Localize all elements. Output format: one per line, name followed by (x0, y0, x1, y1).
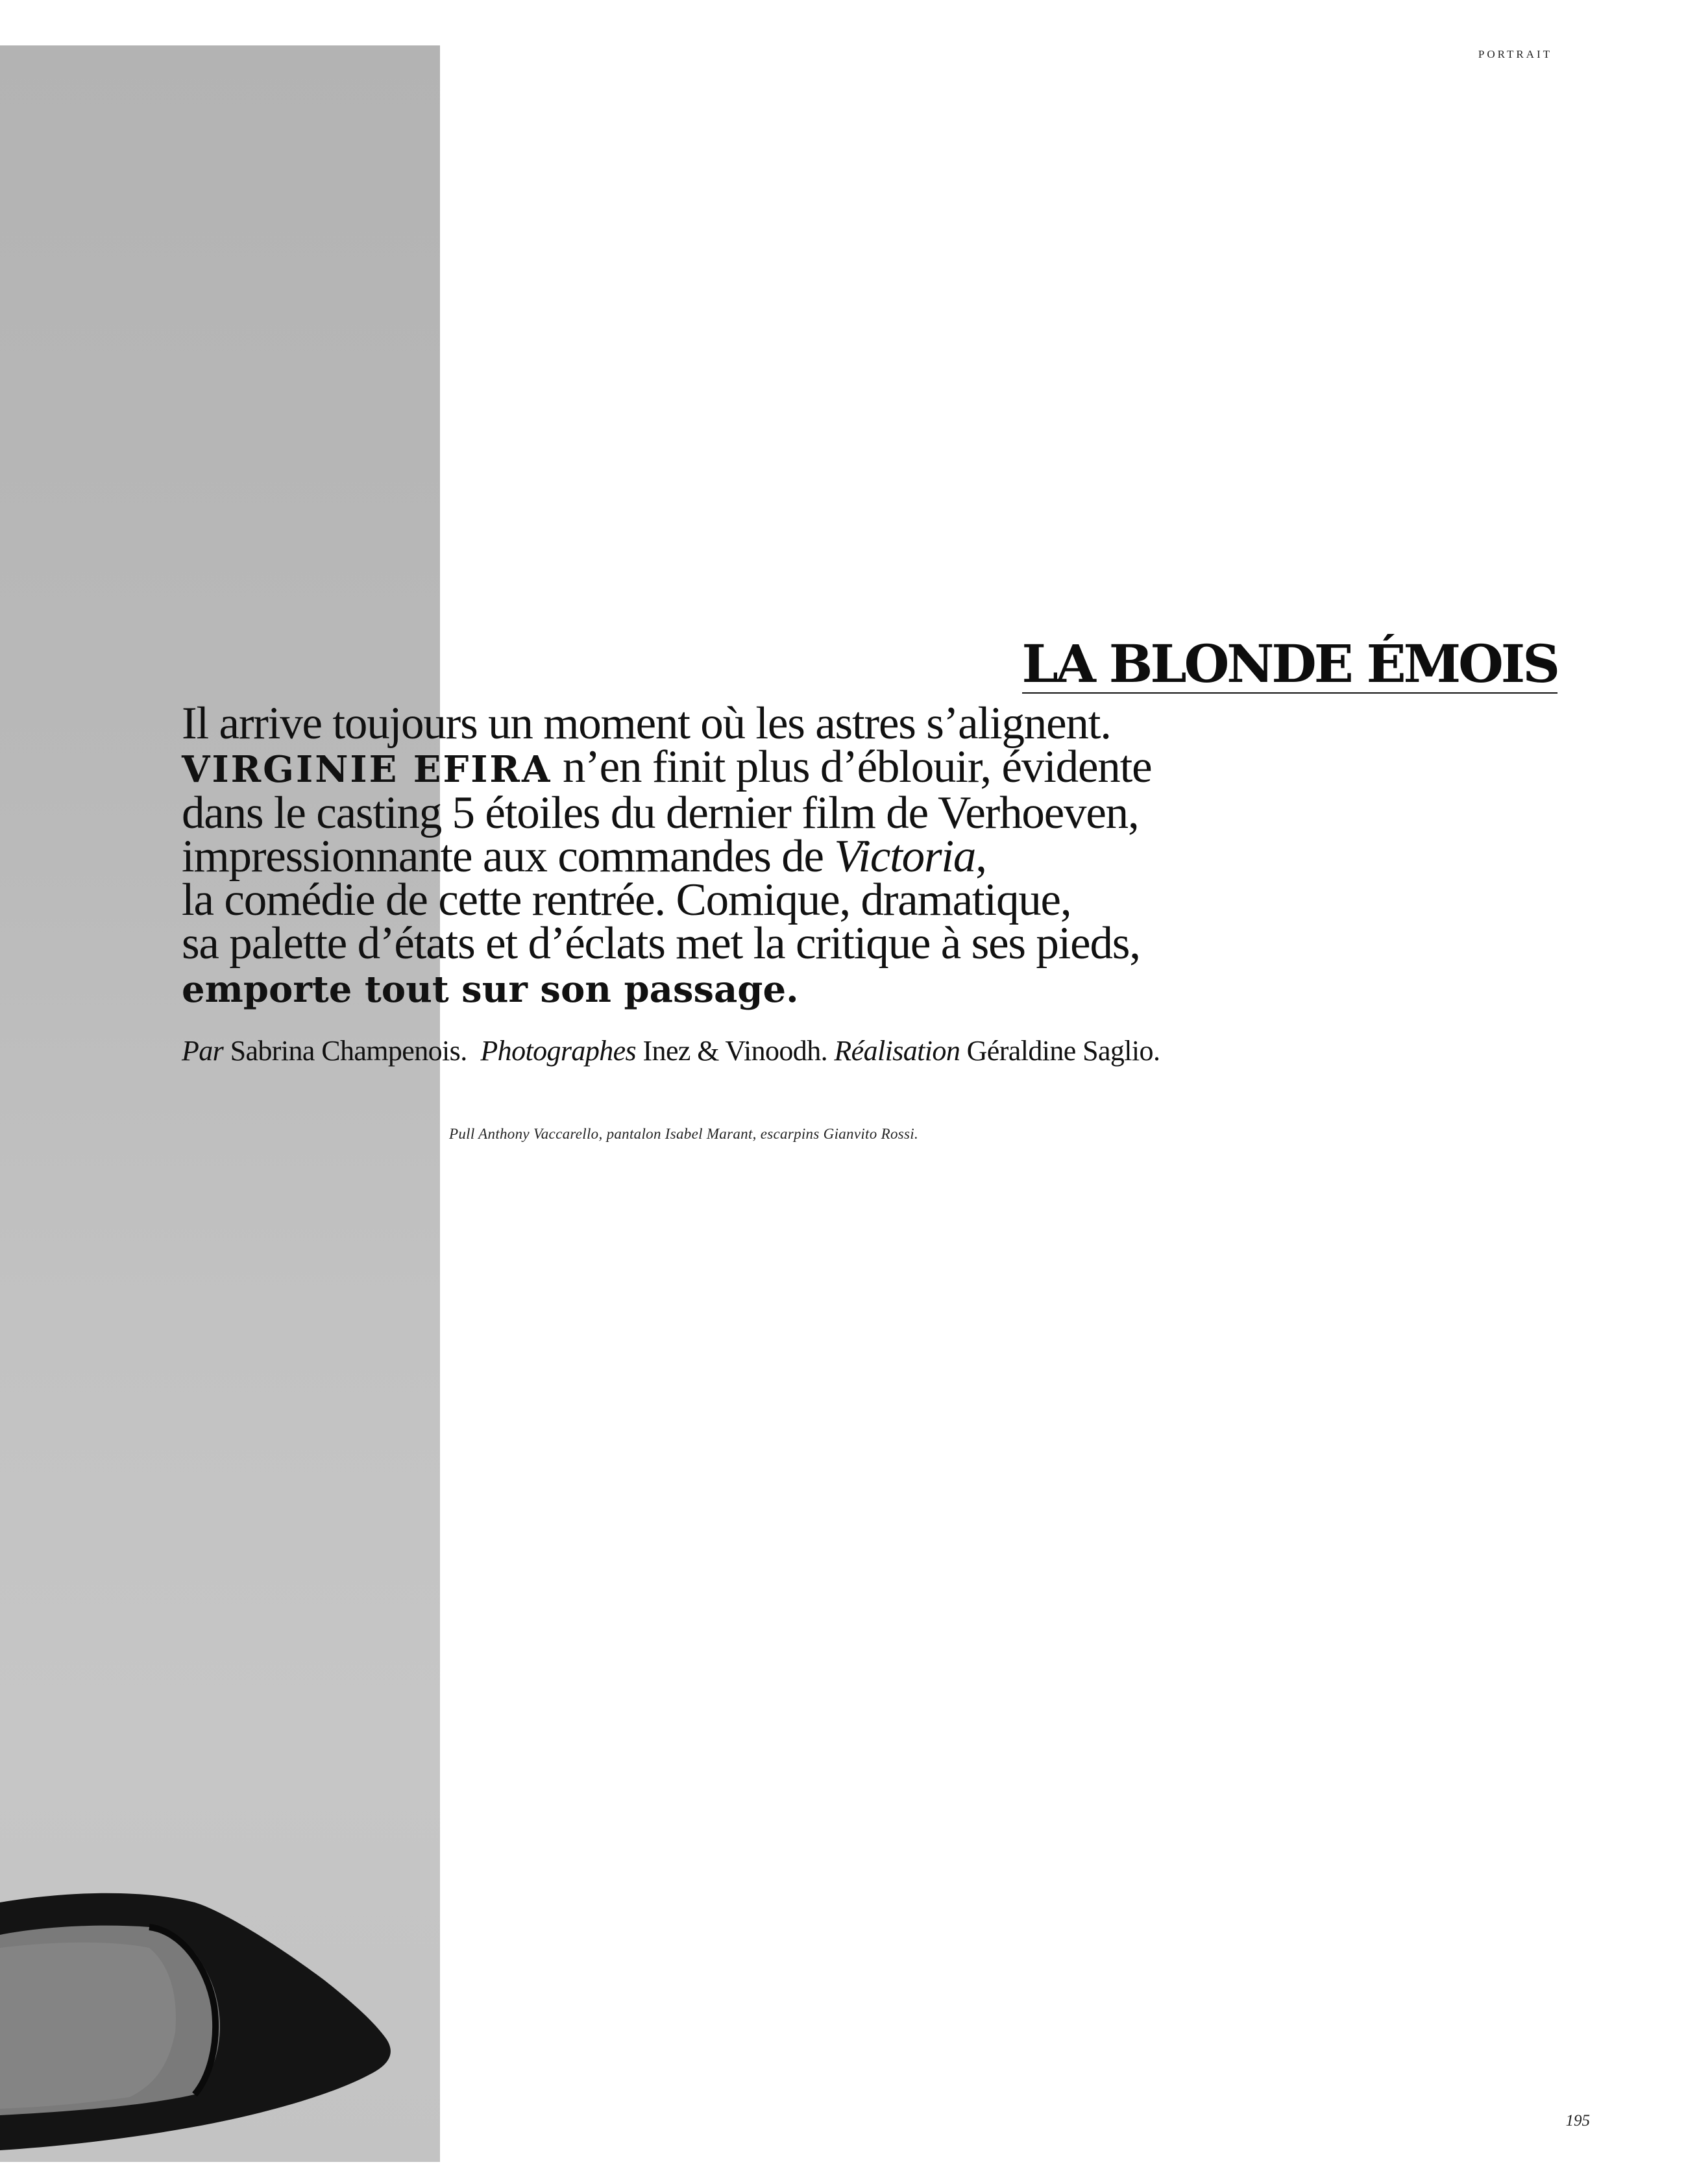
standfirst-line: dans le casting 5 étoiles du dernier film de Verhoeven, (182, 788, 1139, 838)
fashion-photo (0, 45, 440, 2162)
standfirst-text: n’en finit plus d’éblouir, évidente (552, 742, 1152, 792)
credit-photographers-name: Inez & Vinoodh. (636, 1035, 827, 1067)
section-label: PORTRAIT (1478, 48, 1552, 60)
credit-role-author: Par (182, 1035, 224, 1067)
credit-author-name: Sabrina Champenois. (223, 1035, 467, 1067)
standfirst-line: la comédie de cette rentrée. Comique, dramatique, (182, 875, 1071, 925)
black-pump-shoe (0, 1850, 440, 2162)
credit-role-photographers: Photographes (480, 1035, 637, 1067)
credit-role-styling: Réalisation (834, 1035, 960, 1067)
film-title: Victoria (834, 831, 976, 882)
standfirst-line: Il arrive toujours un moment où les astres s’alignent. (182, 698, 1111, 749)
credit-styling-name: Géraldine Saglio. (960, 1035, 1160, 1067)
page-number: 195 (1565, 2112, 1590, 2129)
standfirst (182, 698, 1350, 1012)
standfirst-line: sa palette d’états et d’éclats met la critique à ses pieds, (182, 918, 1140, 969)
photo-caption: Pull Anthony Vaccarello, pantalon Isabel Marant, escarpins Gianvito Rossi. (449, 1126, 918, 1142)
credits-line (182, 1034, 1160, 1067)
standfirst-text: impressionnante aux commandes de (182, 831, 835, 882)
standfirst-line (182, 742, 1151, 792)
standfirst-line-bold: emporte tout sur son passage. (182, 968, 799, 1011)
headline: LA BLONDE ÉMOIS (1021, 633, 1558, 694)
standfirst-text: , (975, 831, 986, 882)
subject-name: VIRGINIE EFIRA (182, 748, 552, 791)
